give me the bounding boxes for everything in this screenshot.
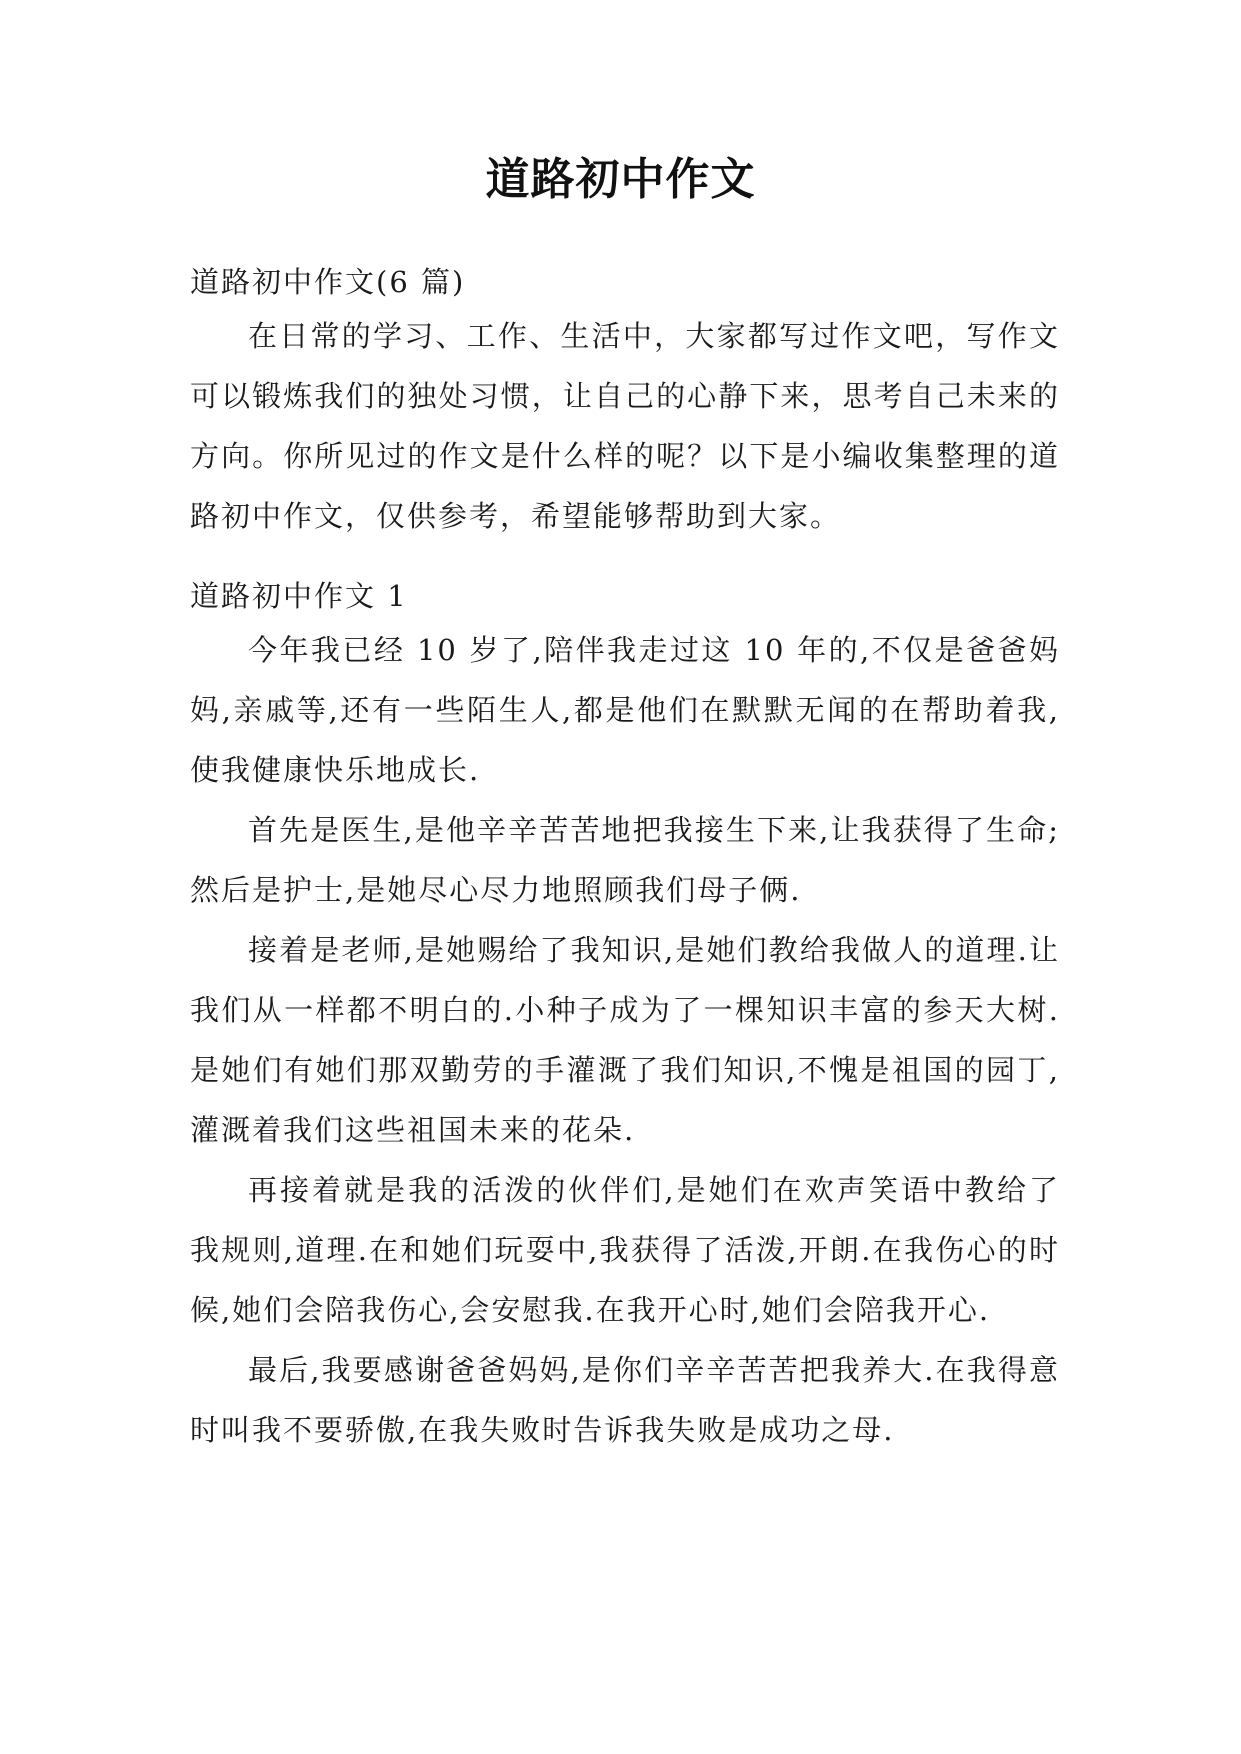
essay-1-paragraph: 接着是老师,是她赐给了我知识,是她们教给我做人的道理.让我们从一样都不明白的.小种子成为了一棵知识丰富的参天大树.是她们有她们那双勤劳的手灌溉了我们知识,不愧是祖国的园丁,灌溉着我们这些祖国未来的花朵. [190, 933, 1060, 1147]
essay-1-paragraph: 首先是医生,是他辛辛苦苦地把我接生下来,让我获得了生命;然后是护士,是她尽心尽力地照顾我们母子俩. [190, 813, 1060, 907]
essay-1-body [190, 620, 1060, 1460]
intro-paragraph: 在日常的学习、工作、生活中，大家都写过作文吧，写作文可以锻炼我们的独处习惯，让自己的心静下来，思考自己未来的方向。你所见过的作文是什么样的呢？以下是小编收集整理的道路初中作文，仅供参考，希望能够帮助到大家。 [190, 319, 1060, 533]
essay-1-paragraph: 最后,我要感谢爸爸妈妈,是你们辛辛苦苦把我养大.在我得意时叫我不要骄傲,在我失败时告诉我失败是成功之母. [190, 1353, 1060, 1447]
collection-subtitle: 道路初中作文(6 篇) [190, 265, 466, 299]
essay-1-paragraph: 再接着就是我的活泼的伙伴们,是她们在欢声笑语中教给了我规则,道理.在和她们玩耍中,我获得了活泼,开朗.在我伤心的时候,她们会陪我伤心,会安慰我.在我开心时,她们会陪我开心. [190, 1173, 1060, 1327]
essay-1-heading: 道路初中作文 1 [190, 579, 408, 613]
document-title: 道路初中作文 [485, 154, 756, 205]
intro-block [190, 306, 1060, 546]
essay-1-paragraph: 今年我已经 10 岁了,陪伴我走过这 10 年的,不仅是爸爸妈妈,亲戚等,还有一些陌生人,都是他们在默默无闻的在帮助着我,使我健康快乐地成长. [190, 633, 1060, 787]
